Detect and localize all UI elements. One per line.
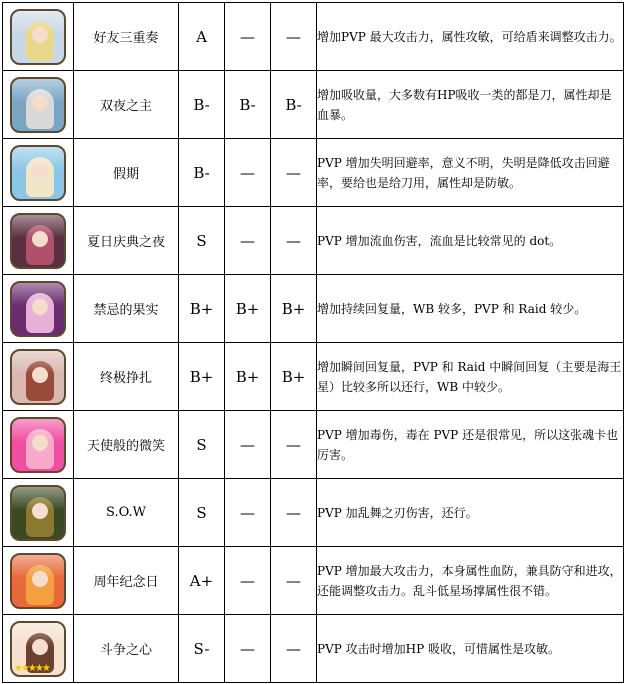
card-name: 禁忌的果实 xyxy=(74,275,179,343)
table-row xyxy=(3,207,624,275)
card-description: 增加瞬间回复量，PVP 和 Raid 中瞬间回复（主要是海王星）比较多所以还行，WB 中较少。 xyxy=(317,343,624,411)
card-portrait-icon xyxy=(10,485,66,541)
card-portrait-icon xyxy=(10,349,66,405)
card-name: 好友三重奏 xyxy=(74,3,179,71)
grade-pvp: S xyxy=(179,479,225,547)
card-description: PVP 增加毒伤，毒在 PVP 还是很常见，所以这张魂卡也厉害。 xyxy=(317,411,624,479)
card-description: PVP 增加流血伤害，流血是比较常见的 dot。 xyxy=(317,207,624,275)
card-description: 增加吸收量，大多数有HP吸收一类的都是刀，属性却是血暴。 xyxy=(317,71,624,139)
grade-raid: — xyxy=(225,411,271,479)
grade-pvp: B- xyxy=(179,71,225,139)
card-icon-cell xyxy=(3,479,74,547)
grade-wb: — xyxy=(271,139,317,207)
card-icon-cell xyxy=(3,343,74,411)
grade-wb: B+ xyxy=(271,343,317,411)
card-name: 斗争之心 xyxy=(74,615,179,683)
card-description: PVP 加乱舞之刃伤害，还行。 xyxy=(317,479,624,547)
card-icon-cell xyxy=(3,615,74,683)
card-portrait-icon xyxy=(10,281,66,337)
grade-raid: — xyxy=(225,547,271,615)
table-row xyxy=(3,275,624,343)
rarity-stars-icon: ★★★★★ xyxy=(14,662,49,674)
grade-raid: B- xyxy=(225,71,271,139)
table-row xyxy=(3,71,624,139)
grade-pvp: S xyxy=(179,411,225,479)
grade-raid: — xyxy=(225,479,271,547)
card-name: 夏日庆典之夜 xyxy=(74,207,179,275)
card-icon-cell xyxy=(3,3,74,71)
card-icon-cell xyxy=(3,139,74,207)
grade-raid: B+ xyxy=(225,343,271,411)
card-portrait-icon xyxy=(10,213,66,269)
card-portrait-icon xyxy=(10,417,66,473)
grade-raid: — xyxy=(225,615,271,683)
grade-raid: — xyxy=(225,3,271,71)
card-icon-cell xyxy=(3,275,74,343)
grade-wb: B- xyxy=(271,71,317,139)
grade-wb: — xyxy=(271,207,317,275)
card-icon-cell xyxy=(3,411,74,479)
card-description: 增加持续回复量，WB 较多，PVP 和 Raid 较少。 xyxy=(317,275,624,343)
card-portrait-icon xyxy=(10,621,66,677)
card-icon-cell xyxy=(3,207,74,275)
grade-wb: B+ xyxy=(271,275,317,343)
table-row xyxy=(3,343,624,411)
grade-wb: — xyxy=(271,547,317,615)
grade-pvp: S xyxy=(179,207,225,275)
grade-wb: — xyxy=(271,411,317,479)
grade-wb: — xyxy=(271,3,317,71)
table-row xyxy=(3,3,624,71)
card-name: S.O.W xyxy=(74,479,179,547)
table-row xyxy=(3,411,624,479)
card-name: 假期 xyxy=(74,139,179,207)
grade-pvp: A+ xyxy=(179,547,225,615)
card-name: 终极挣扎 xyxy=(74,343,179,411)
card-icon-cell xyxy=(3,547,74,615)
card-description: PVP 增加最大攻击力，本身属性血防，兼具防守和进攻，还能调整攻击力。乱斗低星场撑属性很不错。 xyxy=(317,547,624,615)
grade-raid: — xyxy=(225,207,271,275)
grade-pvp: A xyxy=(179,3,225,71)
card-name: 双夜之主 xyxy=(74,71,179,139)
table-row xyxy=(3,139,624,207)
card-portrait-icon xyxy=(10,145,66,201)
grade-raid: B+ xyxy=(225,275,271,343)
card-description: PVP 增加失明回避率，意义不明，失明是降低攻击回避率，要给也是给刀用，属性却是防敏。 xyxy=(317,139,624,207)
grade-raid: — xyxy=(225,139,271,207)
grade-pvp: B+ xyxy=(179,275,225,343)
table-row xyxy=(3,615,624,683)
grade-pvp: B+ xyxy=(179,343,225,411)
soul-card-table xyxy=(2,2,624,683)
card-portrait-icon xyxy=(10,553,66,609)
table-row xyxy=(3,547,624,615)
table-row xyxy=(3,479,624,547)
card-name: 天使般的微笑 xyxy=(74,411,179,479)
grade-wb: — xyxy=(271,615,317,683)
card-portrait-icon xyxy=(10,77,66,133)
card-icon-cell xyxy=(3,71,74,139)
grade-wb: — xyxy=(271,479,317,547)
card-portrait-icon xyxy=(10,9,66,65)
grade-pvp: B- xyxy=(179,139,225,207)
card-description: 增加PVP 最大攻击力，属性攻敏，可给盾来调整攻击力。 xyxy=(317,3,624,71)
card-description: PVP 攻击时增加HP 吸收，可惜属性是攻敏。 xyxy=(317,615,624,683)
card-name: 周年纪念日 xyxy=(74,547,179,615)
grade-pvp: S- xyxy=(179,615,225,683)
